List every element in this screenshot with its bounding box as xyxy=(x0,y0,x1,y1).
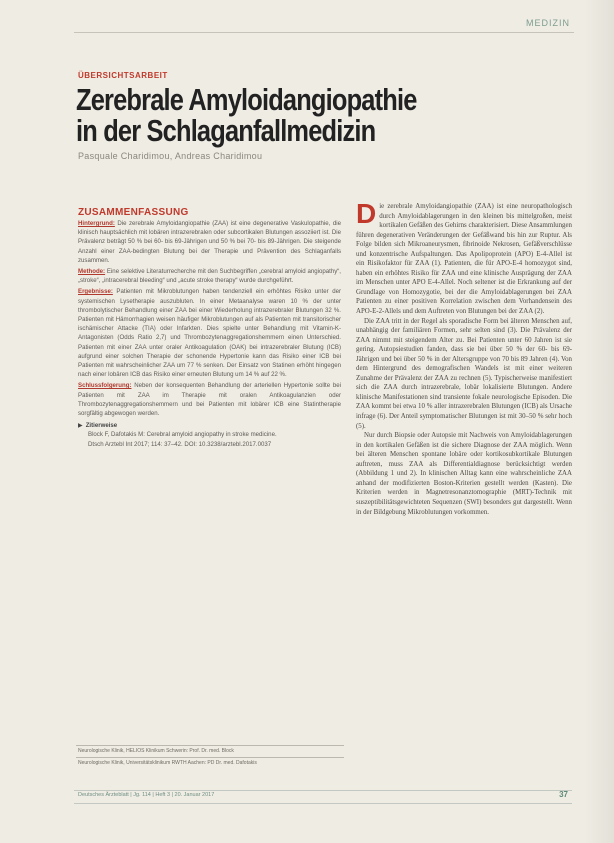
body-text xyxy=(356,198,572,517)
divider xyxy=(76,745,344,746)
abstract-text: Eine selektive Literaturrecherche mit den Suchbegriffen „cerebral amyloid angiopathy“, „stroke“, „intracerebral bleeding“ und „acute stroke therapy“ wurde durchgeführt. xyxy=(78,268,341,285)
body-paragraph: Die zerebrale Amyloidangiopathie (ZAA) ist eine neuropathologisch durch Amyloidablagerungen in den kleinen bis mittelgroßen, meist kortikalen Gefäßen des Gehirns charakterisiert. Diese Ansammlungen führen degenerativen Veränderungen der Gefäßwand bis hin zur Ruptur. Als Folge bilden sich Mikroaneurysmen, fibrinoide Nekrosen, Gefäßverschlüsse und konzentrische Aufspaltungen. Das Apolipoprotein (APO) E-4-Allel ist ein Risikofaktor für ZAA (1). Patienten, die für APO-E-4 homozygot sind, haben ein erhöhtes Risiko für ZAA und eine klinische Ausprägung der ZAA im Menschen unter APO E-4-Allel. Noch seltener ist die Erkrankung auf der Grundlage von Homozygotie, bei der die Amyloidablagerungen bei ZAA Patienten zu einer positiven Korrelation zwischen dem Vorhandensein des APO-E-2-Allels und dem Auftreten von Blutungen bei der ZAA (2). xyxy=(356,198,572,316)
body-paragraph: Nur durch Biopsie oder Autopsie mit Nachweis von Amyloidablagerungen in den kortikalen Gefäßen ist die sichere Diagnose der ZAA möglich. Wenn bei älteren Menschen spontane lobäre oder kortikosubkortikale Blutungen auftreten, muss ZAA als Differentialdiagnose berücksichtigt werden (Abbildung 1 und 2). In klinischen Alltag kann eine wahrscheinliche ZAA anhand der modifizierten Boston-Kriterien gestellt werden (Kasten). Die Kriterien werden in Magnetresonanztomographie (MRT)-Technik mit suszeptibilitätsgewichteten Sequenzen (SWI) besonders gut dargestellt. Wenn in der Bildgebung Mikroblutungen vorkommen. xyxy=(356,432,572,516)
abstract-text: Patienten mit Mikroblutungen haben tendenziell ein erhöhtes Risiko unter der systemischen Lysetherapie auszubluten. In einer Metaanalyse waren 10 % der unter thrombolytischer Behandlung einer ZAA bei einer Wiederholung intrazerebraler Blutungen 32 %. Patienten mit Hämorrhagien weisen häufiger Mikroblutungen auf als Patienten mit transitorischer ischämischer Attacke (TIA) oder Infarkten. Dies spielte unter Behandlung mit Vitamin-K-Antagonisten (Odds Ratio 2,7) und Thrombozytenaggregationshemmern einen Unterschied. Patienten mit einer ZAA unter oraler Antikoagulation (OAK) bei intrazerebraler Blutung (ICB) aufgrund einer solchen Therapie der schonende Hypertonie kann das Risiko einer ICB bei Patienten mit wahrscheinlicher ZAA um 77 % senken. Der Einsatz von Statinen erhöht hingegen nach einer lobären ICB das Risiko einer erneuten Blutung um 14 % auf 22 %. xyxy=(78,288,341,379)
affiliation: Neurologische Klinik, HELIOS Klinikum Schwerin: Prof. Dr. med. Block xyxy=(78,748,234,754)
footer-citation: Deutsches Ärzteblatt | Jg. 114 | Heft 3 | 20. Januar 2017 xyxy=(78,792,215,798)
abstract xyxy=(78,219,341,449)
citation-heading: Zitierweise xyxy=(85,422,118,430)
citation-line: Dtsch Arztebl Int 2017; 114: 37–42. DOI: 10.3238/arztebl.2017.0037 xyxy=(88,440,272,448)
citation xyxy=(78,421,341,449)
title-line-1: Zerebrale Amyloidangiopathie xyxy=(76,82,417,117)
triangle-icon: ▶ xyxy=(78,422,83,430)
abstract-paragraph xyxy=(78,219,341,265)
divider xyxy=(76,757,344,758)
abstract-label: Schlussfolgerung: xyxy=(78,382,132,390)
page-shadow xyxy=(584,0,614,843)
drop-cap: D xyxy=(356,198,377,229)
abstract-heading: ZUSAMMENFASSUNG xyxy=(78,207,189,218)
abstract-paragraph xyxy=(78,287,341,379)
article-type: ÜBERSICHTSARBEIT xyxy=(78,71,168,80)
title-line-2: in der Schlaganfallmedizin xyxy=(76,113,376,148)
abstract-paragraph xyxy=(78,267,341,285)
section-label: MEDIZIN xyxy=(526,18,570,28)
citation-line: Block F, Dafotakis M: Cerebral amyloid angiopathy in stroke medicine. xyxy=(88,431,277,439)
abstract-label: Methode: xyxy=(78,268,106,276)
abstract-text: Die zerebrale Amyloidangiopathie (ZAA) ist eine degenerative Vaskulopathie, die klinisch hauptsächlich mit lobären intrazerebralen oder subcortikalen Blutungen assoziiert ist. Die Prävalenz beträgt 50 % bei 60- bis 69-Jährigen und 50 % bei 70- bis 89-Jährigen. Die steigende Anzahl einer ZAA-bedingten Blutung bei der Therapie und Prävention des Schlaganfalls zusammen. xyxy=(78,220,341,264)
affiliation: Neurologische Klinik, Universitätsklinikum RWTH Aachen: PD Dr. med. Dafotakis xyxy=(78,760,257,766)
page-number: 37 xyxy=(559,790,568,799)
authors: Pasquale Charidimou, Andreas Charidimou xyxy=(78,151,263,161)
abstract-label: Ergebnisse: xyxy=(78,288,113,296)
divider xyxy=(74,32,574,33)
article-title xyxy=(76,84,417,146)
abstract-paragraph xyxy=(78,381,341,418)
body-paragraph: Die ZAA tritt in der Regel als sporadische Form bei älteren Menschen auf, unabhängig der familiären Formen, sehr selten sind (3). Die Prävalenz der ZAA nimmt mit steigendem Alter zu. Bei Patienten unter 60 Jahren ist sie gering. Autopsiestudien fanden, dass sie bei über 50 % der 60- bis 69-Jährigen und bei über 50 % in der Altersgruppe von 70 bis 89 Jahren (4). Von dem Hintergrund des demografischen Wandels ist mit einer weiteren Zunahme der Prävalenz der ZAA zu rechnen (5). Typischerweise manifestiert sich die ZAA durch intrazerebrale, lobär lokalisierte Blutungen. Andere klinische Manifestationen sind transiente fokale neurologische Episoden. Die ZAA kommt bei etwa 10 % aller intrazerebralen Blutungen (ICB) als Ursache infrage (6). Der Anteil symptomatischer Blutungen ist mit 30–50 % sehr hoch (5). xyxy=(356,317,572,430)
abstract-label: Hintergrund: xyxy=(78,220,115,227)
abstract-text: Neben der konsequenten Behandlung der arteriellen Hypertonie sollte bei Patienten mit ZAA im Therapie mit oralen Antikoagulanzien oder Thrombozytenaggregationshemmern und bei Patienten mit lobärer ICB eine Statintherapie sorgfältig abgewogen werden. xyxy=(78,382,341,418)
